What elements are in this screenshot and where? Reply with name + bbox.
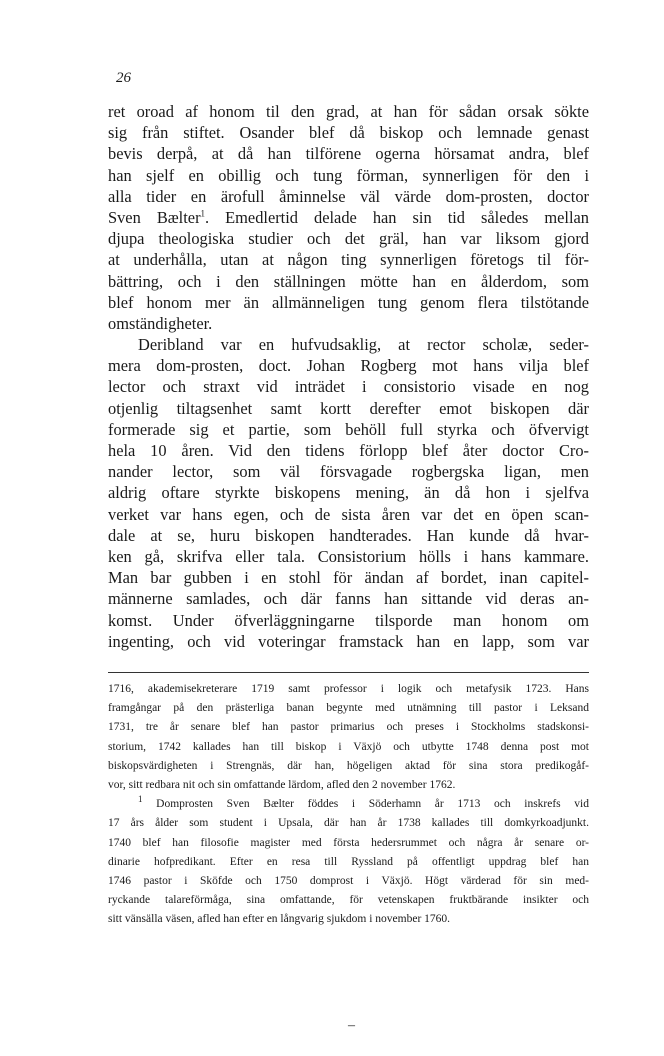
footnote-line: framgångar på den prästerliga banan begynte med utnämning till pastor i Leksand xyxy=(108,702,589,715)
main-text xyxy=(108,101,589,652)
text-line: otjenlig tiltagsenhet samt kortt derefter emot biskopen där xyxy=(108,398,589,418)
text-line: formerade sig et partie, som behöll full styrka och öfvervigt xyxy=(108,419,589,439)
footnote-line: 1740 blef han filosofie magister med första hedersrummet och några år senare or- xyxy=(108,836,589,849)
footnote-line: storium, 1742 kallades han till biskop i Växjö och utbytte 1748 denna post mot xyxy=(108,740,589,753)
text-line: komst. Under öfverläggningarne tilsporde man honom om xyxy=(108,610,589,630)
page-number: 26 xyxy=(116,70,131,86)
text-line-with-footnote xyxy=(108,207,589,228)
text-line: Man bar gubben i en stohl för ändan af bordet, inan capitel- xyxy=(108,568,589,588)
footnotes xyxy=(108,680,589,929)
text-line: ret oroad af honom til den grad, at han för sådan orsak sökte xyxy=(108,102,589,121)
text-line: nander lector, som väl försvagade rogbergska ligan, men xyxy=(108,462,589,482)
text-line: djupa theologiska studier och det gräl, han var liksom gjord xyxy=(108,229,589,249)
text-line: at underhålla, utan at någon ting synnerligen företogs til för- xyxy=(108,250,589,270)
text-line: bättring, och i den ställningen mötte han en ålderdom, som xyxy=(108,271,589,291)
text-line: sig från stiftet. Osander blef då biskop och lemnade genast xyxy=(108,123,589,143)
text-line: aldrig oftare styrkte biskopens mening, än då hon i sjelfva xyxy=(108,483,589,503)
text-line: hela 10 åren. Vid den tidens förlopp blef åter doctor Cro- xyxy=(108,441,589,460)
person-name: Sven Bælter xyxy=(108,207,201,227)
text-line: blef honom mer än allmänneligen tung genom flera tilstötande xyxy=(108,292,589,312)
text-line: ken gå, skrifva eller tala. Consistorium hölls i hans kammare. xyxy=(108,546,589,566)
footnote-reference: 1 xyxy=(200,208,206,219)
footnote-line: vor, sitt redbara nit och sin omfattande lärdom, afled den 2 november 1762. xyxy=(108,778,456,791)
footnote-line: dinarie hofpredikant. Efter en resa till Ryssland på offentligt uppdrag blef han xyxy=(108,855,589,868)
footnote-line: 1716, akademisekreterare 1719 samt professor i logik och metafysik 1723. Hans xyxy=(108,683,589,695)
text-line: mera dom-prosten, doct. Johan Rogberg mot hans vilja blef xyxy=(108,356,589,376)
bottom-mark: – xyxy=(348,1018,355,1033)
text-line: lector och straxt vid inträdet i consistorio visade en nog xyxy=(108,377,589,397)
footnote-divider xyxy=(108,672,589,673)
footnote-line: 1746 pastor i Sköfde och 1750 domprost i Växjö. Högt värderad för sin med- xyxy=(108,874,589,887)
footnote-line: biskopsvärdigheten i Strengnäs, där han, högeligen aktad för sina stora predikogåf- xyxy=(108,759,589,772)
text-line: verket var hans egen, och de sista åren var det en öpen scan- xyxy=(108,504,589,524)
text-line: han sjelf en obillig och tung förman, synnerligen för den i xyxy=(108,165,589,185)
text-line: ingenting, och vid voteringar framstack han en lapp, som var xyxy=(108,631,589,651)
footnote-line: sitt vänsälla väsen, afled han efter en långvarig sjukdom i november 1760. xyxy=(108,913,451,926)
text-line: dale at se, huru biskopen handterades. Han kunde då hvar- xyxy=(108,525,589,545)
text-line: alla tider en ärofull åminnelse väl värde dom-prosten, doctor xyxy=(108,186,589,206)
footnote-line: 17 års ålder som student i Upsala, där han år 1738 kallades till domkyrkoadjunkt. xyxy=(108,817,589,830)
text-line: Deribland var en hufvudsaklig, at rector scholæ, seder- xyxy=(138,335,589,355)
text-line: omständigheter. xyxy=(108,313,213,333)
line-continuation: . Emedlertid delade han sin tid således mellan xyxy=(205,207,589,227)
footnote-marker: 1 xyxy=(138,795,143,805)
footnote-line xyxy=(108,795,589,814)
text-line: bevis derpå, at då han tilförene ogerna hörsamat andra, blef xyxy=(108,144,589,164)
text-line: männerne samlades, och där fanns han sittande vid deras an- xyxy=(108,589,589,609)
footnote-text: Domprosten Sven Bælter föddes i Söderhamn år 1713 och inskrefs vid xyxy=(156,798,589,811)
footnote-line: ryckande talareförmåga, sina omfattande, för vetenskapen fruktbärande insikter och xyxy=(108,894,589,907)
footnote-line: 1731, tre år senare blef han pastor primarius och preses i Stockholms stadskonsi- xyxy=(108,721,589,734)
